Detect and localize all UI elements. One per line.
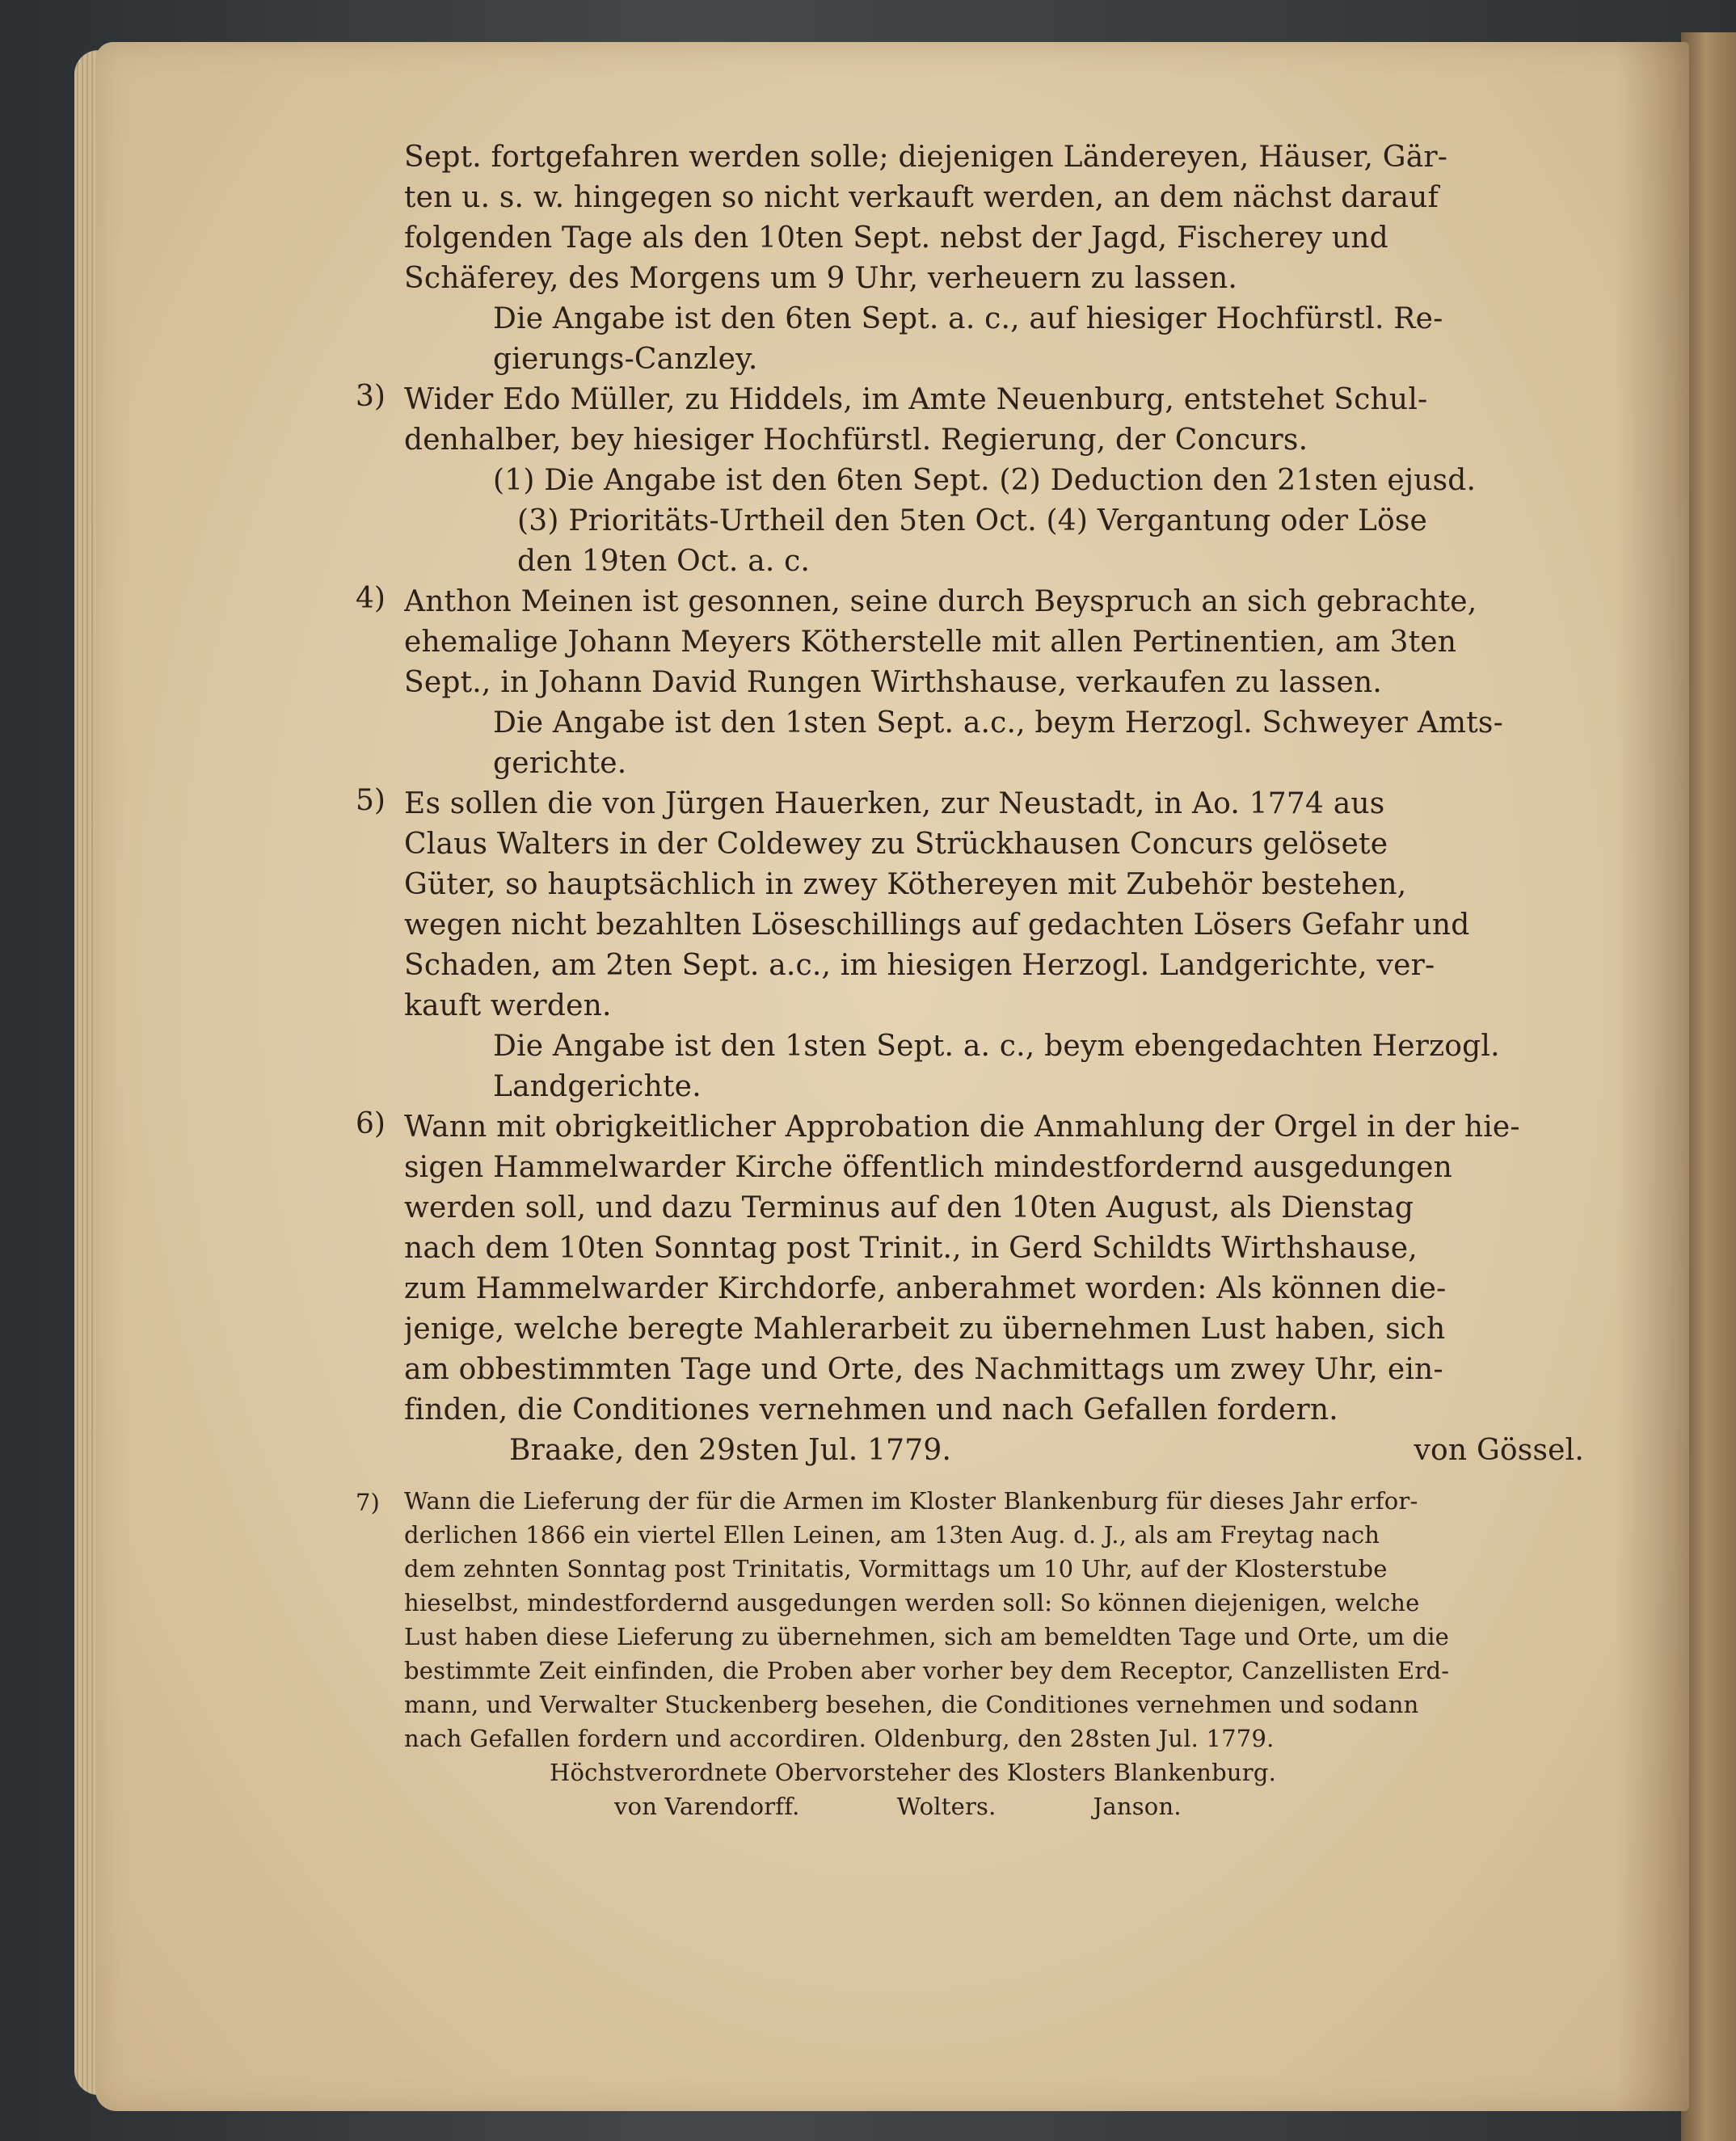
- item-number: 3): [356, 380, 386, 413]
- text-line: Schaden, am 2ten Sept. a.c., im hiesigen Herzogl. Landgerichte, ver-: [404, 949, 1435, 982]
- page-text: [356, 137, 1584, 1823]
- text-line: finden, die Conditiones vernehmen und nach Gefallen fordern.: [404, 1393, 1338, 1427]
- text-line: Die Angabe ist den 1sten Sept. a. c., beym ebengedachten Herzogl.: [493, 1030, 1500, 1063]
- text-line: Die Angabe ist den 6ten Sept. a. c., auf hiesiger Hochfürstl. Re-: [493, 302, 1443, 335]
- text-line: Güter, so hauptsächlich in zwey Köthereyen mit Zubehör bestehen,: [404, 868, 1407, 901]
- text-line: dem zehnten Sonntag post Trinitatis, Vormittags um 10 Uhr, auf der Klosterstube: [404, 1555, 1388, 1583]
- text-line: folgenden Tage als den 10ten Sept. nebst der Jagd, Fischerey und: [404, 221, 1388, 255]
- item-number: 6): [356, 1107, 386, 1140]
- text-line: wegen nicht bezahlten Löseschillings auf gedachten Lösers Gefahr und: [404, 908, 1470, 942]
- text-line: Sept. fortgefahren werden solle; diejenigen Ländereyen, Häuser, Gär-: [404, 141, 1448, 174]
- text-line: Wann mit obrigkeitlicher Approbation die Anmahlung der Orgel in der hie-: [404, 1111, 1520, 1144]
- text-line: sigen Hammelwarder Kirche öffentlich mindestfordernd ausgedungen: [404, 1151, 1453, 1184]
- text-line: nach Gefallen fordern und accordiren. Oldenburg, den 28sten Jul. 1779.: [404, 1725, 1275, 1752]
- item-number: 5): [356, 784, 386, 817]
- facing-page-edge: [1681, 32, 1736, 2141]
- signatory-title: Höchstverordnete Obervorsteher des Klosters Blankenburg.: [550, 1759, 1276, 1786]
- text-line: Landgerichte.: [493, 1070, 702, 1103]
- dateline: Braake, den 29sten Jul. 1779.: [509, 1434, 952, 1467]
- text-line: mann, und Verwalter Stuckenberg besehen, die Conditiones vernehmen und sodann: [404, 1691, 1419, 1718]
- text-line: (3) Prioritäts-Urtheil den 5ten Oct. (4) Vergantung oder Löse: [517, 504, 1428, 537]
- text-line: bestimmte Zeit einfinden, die Proben aber vorher bey dem Receptor, Canzellisten Erd-: [404, 1657, 1450, 1684]
- text-line: Die Angabe ist den 1sten Sept. a.c., beym Herzogl. Schweyer Amts-: [493, 706, 1503, 740]
- text-line: kauft werden.: [404, 989, 612, 1022]
- text-line: Sept., in Johann David Rungen Wirthshause, verkaufen zu lassen.: [404, 666, 1382, 699]
- text-line: derlichen 1866 ein viertel Ellen Leinen, am 13ten Aug. d. J., als am Freytag nach: [404, 1521, 1380, 1549]
- gutter-shadow: [1616, 42, 1689, 2111]
- text-line: Anthon Meinen ist gesonnen, seine durch Beyspruch an sich gebrachte,: [404, 585, 1477, 618]
- text-line: den 19ten Oct. a. c.: [517, 545, 811, 578]
- text-line: Wann die Lieferung der für die Armen im Kloster Blankenburg für dieses Jahr erfor-: [404, 1487, 1418, 1515]
- text-line: denhalber, bey hiesiger Hochfürstl. Regierung, der Concurs.: [404, 424, 1308, 457]
- text-line: jenige, welche beregte Mahlerarbeit zu übernehmen Lust haben, sich: [404, 1313, 1446, 1346]
- text-line: Schäferey, des Morgens um 9 Uhr, verheuern zu lassen.: [404, 262, 1238, 295]
- text-line: ten u. s. w. hingegen so nicht verkauft werden, an dem nächst darauf: [404, 181, 1439, 214]
- signatures-row: [404, 1789, 1584, 1823]
- text-line: gierungs-Canzley.: [493, 343, 758, 376]
- text-line: Lust haben diese Lieferung zu übernehmen, sich am bemeldten Tage und Orte, um die: [404, 1623, 1450, 1650]
- text-line: am obbestimmten Tage und Orte, des Nachmittags um zwey Uhr, ein-: [404, 1353, 1443, 1386]
- dateline-row: [404, 1431, 1584, 1471]
- text-line: ehemalige Johann Meyers Kötherstelle mit allen Pertinentien, am 3ten: [404, 626, 1457, 659]
- text-line: Es sollen die von Jürgen Hauerken, zur Neustadt, in Ao. 1774 aus: [404, 787, 1385, 820]
- notice-7: [356, 1484, 1584, 1823]
- text-line: zum Hammelwarder Kirchdorfe, anberahmet worden: Als können die-: [404, 1272, 1447, 1305]
- text-line: Wider Edo Müller, zu Hiddels, im Amte Neuenburg, entstehet Schul-: [404, 383, 1428, 416]
- text-line: nach dem 10ten Sonntag post Trinit., in Gerd Schildts Wirthshause,: [404, 1232, 1418, 1265]
- signature: von Gössel.: [1414, 1434, 1584, 1467]
- signature: Janson.: [1093, 1793, 1182, 1820]
- text-line: Claus Walters in der Coldewey zu Strückhausen Concurs gelösete: [404, 828, 1388, 861]
- text-line: (1) Die Angabe ist den 6ten Sept. (2) Deduction den 21sten ejusd.: [493, 464, 1477, 497]
- text-line: werden soll, und dazu Terminus auf den 10ten August, als Dienstag: [404, 1191, 1414, 1224]
- signature: Wolters.: [896, 1793, 997, 1820]
- text-line: hieselbst, mindestfordernd ausgedungen werden soll: So können diejenigen, welche: [404, 1589, 1420, 1616]
- item-number: 7): [356, 1489, 380, 1516]
- text-line: gerichte.: [493, 747, 627, 780]
- item-number: 4): [356, 582, 386, 615]
- signature: von Varendorff.: [614, 1793, 800, 1820]
